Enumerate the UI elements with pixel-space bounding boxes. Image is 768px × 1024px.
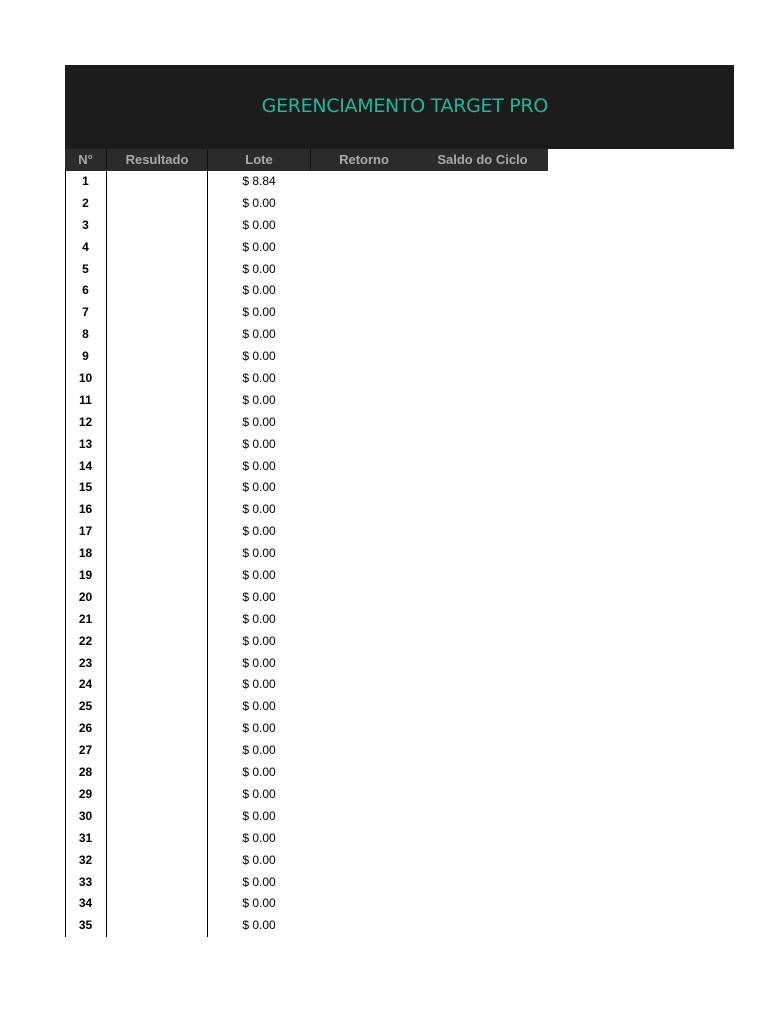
resultado-cell[interactable] [107, 499, 207, 521]
saldo-cell[interactable] [417, 390, 548, 412]
lote-cell[interactable]: $ 0.00 [242, 633, 276, 648]
resultado-cell[interactable] [107, 412, 207, 434]
row-number-cell[interactable]: 25 [78, 699, 93, 714]
resultado-cell[interactable] [107, 302, 207, 324]
table-row [65, 259, 548, 281]
retorno-cell[interactable] [311, 302, 417, 324]
retorno-cell[interactable] [311, 193, 417, 215]
retorno-cell[interactable] [311, 521, 417, 543]
retorno-cell[interactable] [311, 434, 417, 456]
table-row [65, 280, 548, 302]
retorno-cell[interactable] [311, 872, 417, 894]
lote-cell[interactable]: $ 0.00 [242, 721, 276, 736]
table-row [65, 346, 548, 368]
lote-cell[interactable]: $ 0.00 [242, 436, 276, 451]
table-row [65, 609, 548, 631]
retorno-cell[interactable] [311, 565, 417, 587]
row-number-cell[interactable]: 7 [82, 305, 89, 320]
table-row [65, 850, 548, 872]
retorno-cell[interactable] [311, 828, 417, 850]
row-number-cell[interactable]: 21 [78, 611, 93, 626]
resultado-cell[interactable] [107, 390, 207, 412]
lote-cell[interactable]: $ 0.00 [242, 765, 276, 780]
retorno-cell[interactable] [311, 696, 417, 718]
saldo-cell[interactable] [417, 653, 548, 675]
lote-cell[interactable]: $ 0.00 [242, 283, 276, 298]
table-row [65, 324, 548, 346]
table-row [65, 456, 548, 478]
lote-cell[interactable]: $ 0.00 [242, 195, 276, 210]
retorno-cell[interactable] [311, 806, 417, 828]
row-number-cell[interactable]: 11 [79, 392, 92, 407]
table-row [65, 171, 548, 193]
resultado-cell[interactable] [107, 215, 207, 237]
lote-cell[interactable]: $ 0.00 [242, 305, 276, 320]
table-row [65, 762, 548, 784]
row-number-cell[interactable]: 5 [82, 261, 89, 276]
resultado-cell[interactable] [107, 477, 207, 499]
lote-cell[interactable]: $ 0.00 [242, 830, 276, 845]
lote-cell[interactable]: $ 0.00 [242, 852, 276, 867]
row-number-cell[interactable]: 12 [78, 414, 93, 429]
row-number-cell[interactable]: 33 [78, 874, 93, 889]
row-number-cell[interactable]: 22 [78, 633, 93, 648]
lote-cell[interactable]: $ 0.00 [242, 589, 276, 604]
saldo-cell[interactable] [417, 237, 548, 259]
resultado-cell[interactable] [107, 718, 207, 740]
saldo-cell[interactable] [417, 915, 548, 937]
resultado-cell[interactable] [107, 872, 207, 894]
resultado-cell[interactable] [107, 543, 207, 565]
table-row [65, 477, 548, 499]
table-row [65, 740, 548, 762]
lote-cell[interactable]: $ 0.00 [242, 327, 276, 342]
resultado-cell[interactable] [107, 762, 207, 784]
saldo-cell[interactable] [417, 521, 548, 543]
retorno-cell[interactable] [311, 631, 417, 653]
lote-cell[interactable]: $ 0.00 [242, 480, 276, 495]
table-row [65, 302, 548, 324]
resultado-cell[interactable] [107, 806, 207, 828]
row-number-cell[interactable]: 34 [78, 896, 93, 911]
saldo-cell[interactable] [417, 631, 548, 653]
saldo-cell[interactable] [417, 302, 548, 324]
row-number-cell[interactable]: 23 [78, 655, 93, 670]
resultado-cell[interactable] [107, 587, 207, 609]
saldo-cell[interactable] [417, 368, 548, 390]
row-number-cell[interactable]: 35 [78, 918, 93, 933]
retorno-cell[interactable] [311, 324, 417, 346]
saldo-cell[interactable] [417, 587, 548, 609]
saldo-cell[interactable] [417, 784, 548, 806]
lote-cell[interactable]: $ 0.00 [242, 458, 276, 473]
saldo-cell[interactable] [417, 696, 548, 718]
row-number-cell[interactable]: 6 [82, 283, 89, 298]
resultado-cell[interactable] [107, 696, 207, 718]
saldo-cell[interactable] [417, 609, 548, 631]
resultado-cell[interactable] [107, 346, 207, 368]
table-row [65, 828, 548, 850]
row-number-cell[interactable]: 19 [78, 568, 93, 583]
lote-cell[interactable]: $ 0.00 [242, 677, 276, 692]
lote-cell[interactable]: $ 0.00 [242, 896, 276, 911]
saldo-cell[interactable] [417, 193, 548, 215]
lote-cell[interactable]: $ 0.00 [242, 568, 276, 583]
table-row [65, 915, 548, 937]
lote-cell[interactable]: $ 0.00 [242, 414, 276, 429]
lote-cell[interactable]: $ 0.00 [242, 217, 276, 232]
retorno-cell[interactable] [311, 346, 417, 368]
row-number-cell[interactable]: 30 [78, 808, 93, 823]
row-number-cell[interactable]: 13 [78, 436, 93, 451]
retorno-cell[interactable] [311, 784, 417, 806]
saldo-cell[interactable] [417, 543, 548, 565]
resultado-cell[interactable] [107, 740, 207, 762]
table-row [65, 412, 548, 434]
row-number-cell[interactable]: 29 [78, 786, 93, 801]
resultado-cell[interactable] [107, 653, 207, 675]
saldo-cell[interactable] [417, 456, 548, 478]
retorno-cell[interactable] [311, 543, 417, 565]
table-row [65, 543, 548, 565]
column-header-numero: N° [65, 149, 107, 171]
table-row [65, 565, 548, 587]
retorno-cell[interactable] [311, 609, 417, 631]
table-header [65, 149, 548, 171]
column-header-retorno: Retorno [339, 152, 389, 167]
resultado-cell[interactable] [107, 674, 207, 696]
table-row [65, 653, 548, 675]
lote-cell[interactable]: $ 0.00 [242, 392, 276, 407]
resultado-cell[interactable] [107, 456, 207, 478]
row-number-cell[interactable]: 10 [78, 371, 93, 386]
lote-cell[interactable]: $ 0.00 [242, 918, 276, 933]
table-row [65, 872, 548, 894]
table-body [65, 171, 548, 937]
retorno-cell[interactable] [311, 412, 417, 434]
row-number-cell[interactable]: 31 [78, 830, 93, 845]
resultado-cell[interactable] [107, 193, 207, 215]
table-row [65, 784, 548, 806]
table-row [65, 215, 548, 237]
row-number-cell[interactable]: 1 [82, 174, 89, 188]
lote-cell[interactable]: $ 0.00 [242, 239, 276, 254]
retorno-cell[interactable] [311, 171, 417, 193]
retorno-cell[interactable] [311, 456, 417, 478]
saldo-cell[interactable] [417, 280, 548, 302]
table-row [65, 499, 548, 521]
row-number-cell[interactable]: 2 [82, 195, 89, 210]
table-row [65, 806, 548, 828]
column-header-resultado: Resultado [107, 149, 208, 171]
resultado-cell[interactable] [107, 368, 207, 390]
saldo-cell[interactable] [417, 499, 548, 521]
resultado-cell[interactable] [107, 784, 207, 806]
retorno-cell[interactable] [311, 653, 417, 675]
row-number-cell[interactable]: 18 [78, 546, 93, 561]
saldo-cell[interactable] [417, 171, 548, 193]
saldo-cell[interactable] [417, 872, 548, 894]
retorno-cell[interactable] [311, 390, 417, 412]
saldo-cell[interactable] [417, 324, 548, 346]
saldo-cell[interactable] [417, 346, 548, 368]
retorno-cell[interactable] [311, 368, 417, 390]
row-number-cell[interactable]: 28 [78, 765, 93, 780]
saldo-cell[interactable] [417, 806, 548, 828]
row-number-cell[interactable]: 32 [78, 852, 93, 867]
row-number-cell[interactable]: 14 [78, 458, 93, 473]
table-row [65, 674, 548, 696]
row-number-cell[interactable]: 15 [78, 480, 93, 495]
saldo-cell[interactable] [417, 477, 548, 499]
resultado-cell[interactable] [107, 237, 207, 259]
table-row [65, 587, 548, 609]
resultado-cell[interactable] [107, 915, 207, 937]
saldo-cell[interactable] [417, 215, 548, 237]
table-row [65, 696, 548, 718]
row-number-cell[interactable]: 24 [78, 677, 93, 692]
saldo-cell[interactable] [417, 412, 548, 434]
table-row [65, 390, 548, 412]
resultado-cell[interactable] [107, 631, 207, 653]
resultado-cell[interactable] [107, 434, 207, 456]
lote-cell[interactable]: $ 0.00 [242, 786, 276, 801]
row-number-cell[interactable]: 3 [82, 217, 89, 232]
retorno-cell[interactable] [311, 850, 417, 872]
retorno-cell[interactable] [311, 718, 417, 740]
row-number-cell[interactable]: 8 [82, 327, 89, 342]
saldo-cell[interactable] [417, 565, 548, 587]
retorno-cell[interactable] [311, 259, 417, 281]
table-row [65, 434, 548, 456]
retorno-cell[interactable] [311, 499, 417, 521]
resultado-cell[interactable] [107, 893, 207, 915]
retorno-cell[interactable] [311, 215, 417, 237]
saldo-cell[interactable] [417, 762, 548, 784]
lote-cell[interactable]: $ 0.00 [242, 611, 276, 626]
lote-cell[interactable]: $ 0.00 [242, 743, 276, 758]
saldo-cell[interactable] [417, 828, 548, 850]
resultado-cell[interactable] [107, 565, 207, 587]
saldo-cell[interactable] [417, 434, 548, 456]
saldo-cell[interactable] [417, 740, 548, 762]
retorno-cell[interactable] [311, 740, 417, 762]
sheet-title: GERENCIAMENTO TARGET PRO [261, 95, 548, 117]
saldo-cell[interactable] [417, 718, 548, 740]
resultado-cell[interactable] [107, 850, 207, 872]
retorno-cell[interactable] [311, 893, 417, 915]
lote-cell[interactable]: $ 0.00 [242, 546, 276, 561]
table-row [65, 368, 548, 390]
saldo-cell[interactable] [417, 850, 548, 872]
table-row [65, 631, 548, 653]
row-number-cell[interactable]: 17 [78, 524, 93, 539]
table-row [65, 718, 548, 740]
table-row [65, 193, 548, 215]
retorno-cell[interactable] [311, 587, 417, 609]
resultado-cell[interactable] [107, 609, 207, 631]
lote-cell[interactable]: $ 0.00 [242, 699, 276, 714]
resultado-cell[interactable] [107, 259, 207, 281]
lote-cell[interactable]: $ 0.00 [242, 874, 276, 889]
table-row [65, 521, 548, 543]
lote-cell[interactable]: $ 0.00 [242, 524, 276, 539]
retorno-cell[interactable] [311, 915, 417, 937]
saldo-cell[interactable] [417, 259, 548, 281]
saldo-cell[interactable] [417, 674, 548, 696]
lote-cell[interactable]: $ 0.00 [242, 808, 276, 823]
table-row [65, 237, 548, 259]
lote-cell[interactable]: $ 8.84 [242, 174, 276, 188]
column-header-saldo-do-ciclo: Saldo do Ciclo [437, 152, 528, 167]
retorno-cell[interactable] [311, 280, 417, 302]
row-number-cell[interactable]: 20 [78, 589, 93, 604]
row-number-cell[interactable]: 9 [82, 349, 89, 364]
row-number-cell[interactable]: 26 [78, 721, 93, 736]
row-number-cell[interactable]: 27 [78, 743, 93, 758]
resultado-cell[interactable] [107, 324, 207, 346]
lote-cell[interactable]: $ 0.00 [242, 371, 276, 386]
row-number-cell[interactable]: 16 [78, 502, 93, 517]
row-number-cell[interactable]: 4 [82, 239, 89, 254]
resultado-cell[interactable] [107, 280, 207, 302]
resultado-cell[interactable] [107, 171, 207, 193]
retorno-cell[interactable] [311, 237, 417, 259]
column-header-lote: Lote [208, 149, 311, 171]
retorno-cell[interactable] [311, 477, 417, 499]
saldo-cell[interactable] [417, 893, 548, 915]
table-row [65, 893, 548, 915]
resultado-cell[interactable] [107, 828, 207, 850]
lote-cell[interactable]: $ 0.00 [242, 261, 276, 276]
lote-cell[interactable]: $ 0.00 [242, 349, 276, 364]
lote-cell[interactable]: $ 0.00 [242, 502, 276, 517]
lote-cell[interactable]: $ 0.00 [242, 655, 276, 670]
retorno-cell[interactable] [311, 762, 417, 784]
retorno-cell[interactable] [311, 674, 417, 696]
resultado-cell[interactable] [107, 521, 207, 543]
